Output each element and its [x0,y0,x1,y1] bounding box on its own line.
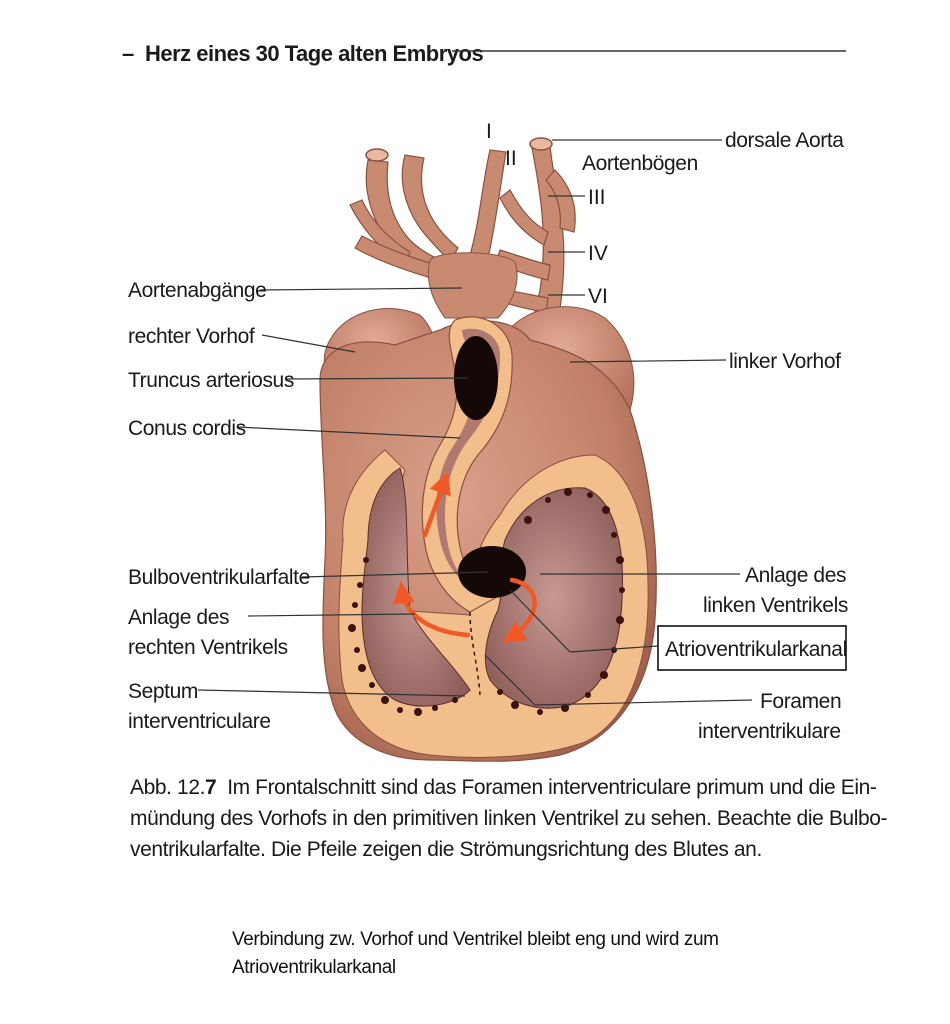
caption-line-1 [130,772,877,803]
caption-figure-number: 7 [205,776,217,799]
note-line-2: Atrioventrikularkanal [232,957,396,978]
label-aortenboegen: Aortenbögen [582,152,698,175]
label-dorsale-aorta: dorsale Aorta [725,129,844,152]
caption-line-3: ventrikularfalte. Die Pfeile zeigen die Strömungsrichtung des Blutes an. [130,838,762,861]
label-arch-i: I [486,120,492,143]
caption-line-2: mündung des Vorhofs in den primitiven linken Ventrikel zu sehen. Beachte die Bulbo- [130,807,888,830]
label-arch-vi: VI [588,285,608,308]
aortic-sac [428,253,517,318]
label-anlage-links-1: Anlage des [745,564,847,587]
label-conus-cordis: Conus cordis [128,417,246,440]
label-aortenabgaenge: Aortenabgänge [128,279,267,302]
label-arch-iv: IV [588,242,608,265]
figure-caption [130,772,888,865]
label-rechter-vorhof: rechter Vorhof [128,325,255,348]
label-foramen-2: interventrikulare [698,720,841,743]
label-anlage-rechts-2: rechten Ventrikels [128,636,288,659]
caption-figure-prefix: Abb. 12. [130,776,206,799]
figure-title: Herz eines 30 Tage alten Embryos [145,41,484,66]
note-line-1: Verbindung zw. Vorhof und Ventrikel bleibt eng und wird zum [232,929,719,950]
label-arch-iii: III [588,186,606,209]
label-anlage-links-2: linken Ventrikels [703,594,848,617]
vessel-opening-dorsal-aorta [530,138,552,150]
title-dash: – [122,41,134,66]
heart-illustration [320,138,656,761]
caption-line-1-text: Im Frontalschnitt sind das Foramen interventriculare primum und die Ein- [227,776,877,799]
label-truncus-arteriosus: Truncus arteriosus [128,369,294,392]
label-atrioventrikularkanal: Atrioventrikularkanal [665,638,847,661]
label-bulboventrikularfalte: Bulboventrikularfalte [128,566,310,589]
label-septum-2: interventriculare [128,710,271,733]
label-septum-1: Septum [128,680,198,703]
label-linker-vorhof: linker Vorhof [729,350,841,373]
label-arch-ii: II [505,147,517,170]
annotation-note [232,926,832,982]
vessel-opening-left [366,149,388,161]
label-foramen-1: Foramen [760,690,842,713]
label-anlage-rechts-1: Anlage des [128,606,230,629]
